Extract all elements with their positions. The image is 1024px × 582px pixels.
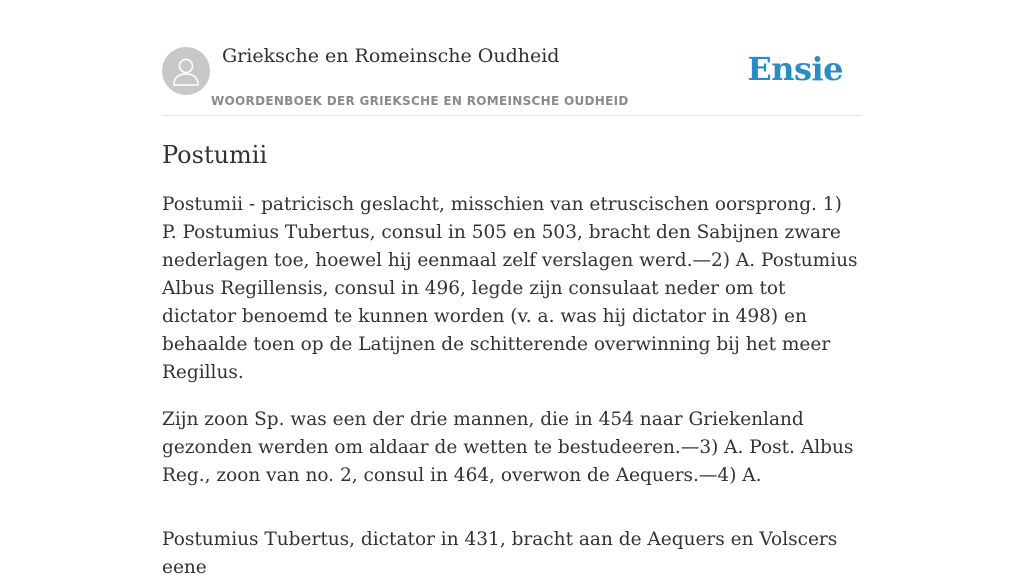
header bbox=[162, 0, 862, 116]
paragraph: Postumii - patricisch geslacht, misschien van etruscischen oorsprong. 1) P. Postumius Tubertus, consul in 505 en 503, bracht den Sabijnen zware nederlagen toe, hoewel hij eenmaal zelf verslagen werd.—2) A. Postumius Albus Regillensis, consul in 496, legde zijn consulaat neder om tot dictator benoemd te kunnen worden (v. a. was hij dictator in 498) en behaalde toen op de Latijnen de schitterende overwinning bij het meer Regillus. bbox=[162, 194, 858, 383]
avatar[interactable] bbox=[162, 47, 210, 95]
page bbox=[162, 0, 862, 582]
user-icon bbox=[172, 56, 200, 86]
brand-logo[interactable]: Ensie bbox=[747, 50, 843, 88]
site-title[interactable]: Grieksche en Romeinsche Oudheid bbox=[222, 45, 560, 67]
site-subtitle: WOORDENBOEK DER GRIEKSCHE EN ROMEINSCHE OUDHEID bbox=[211, 94, 629, 108]
entry-title: Postumii bbox=[162, 141, 268, 169]
entry-body bbox=[162, 191, 862, 582]
paragraph: Zijn zoon Sp. was een der drie mannen, die in 454 naar Griekenland gezonden werden om aldaar de wetten te bestudeeren.—3) A. Post. Albus Reg., zoon van no. 2, consul in 464, overwon de Aequers.—4) A. bbox=[162, 409, 854, 486]
paragraph: Postumius Tubertus, dictator in 431, bracht aan de Aequers en Volscers eene bbox=[162, 529, 838, 578]
